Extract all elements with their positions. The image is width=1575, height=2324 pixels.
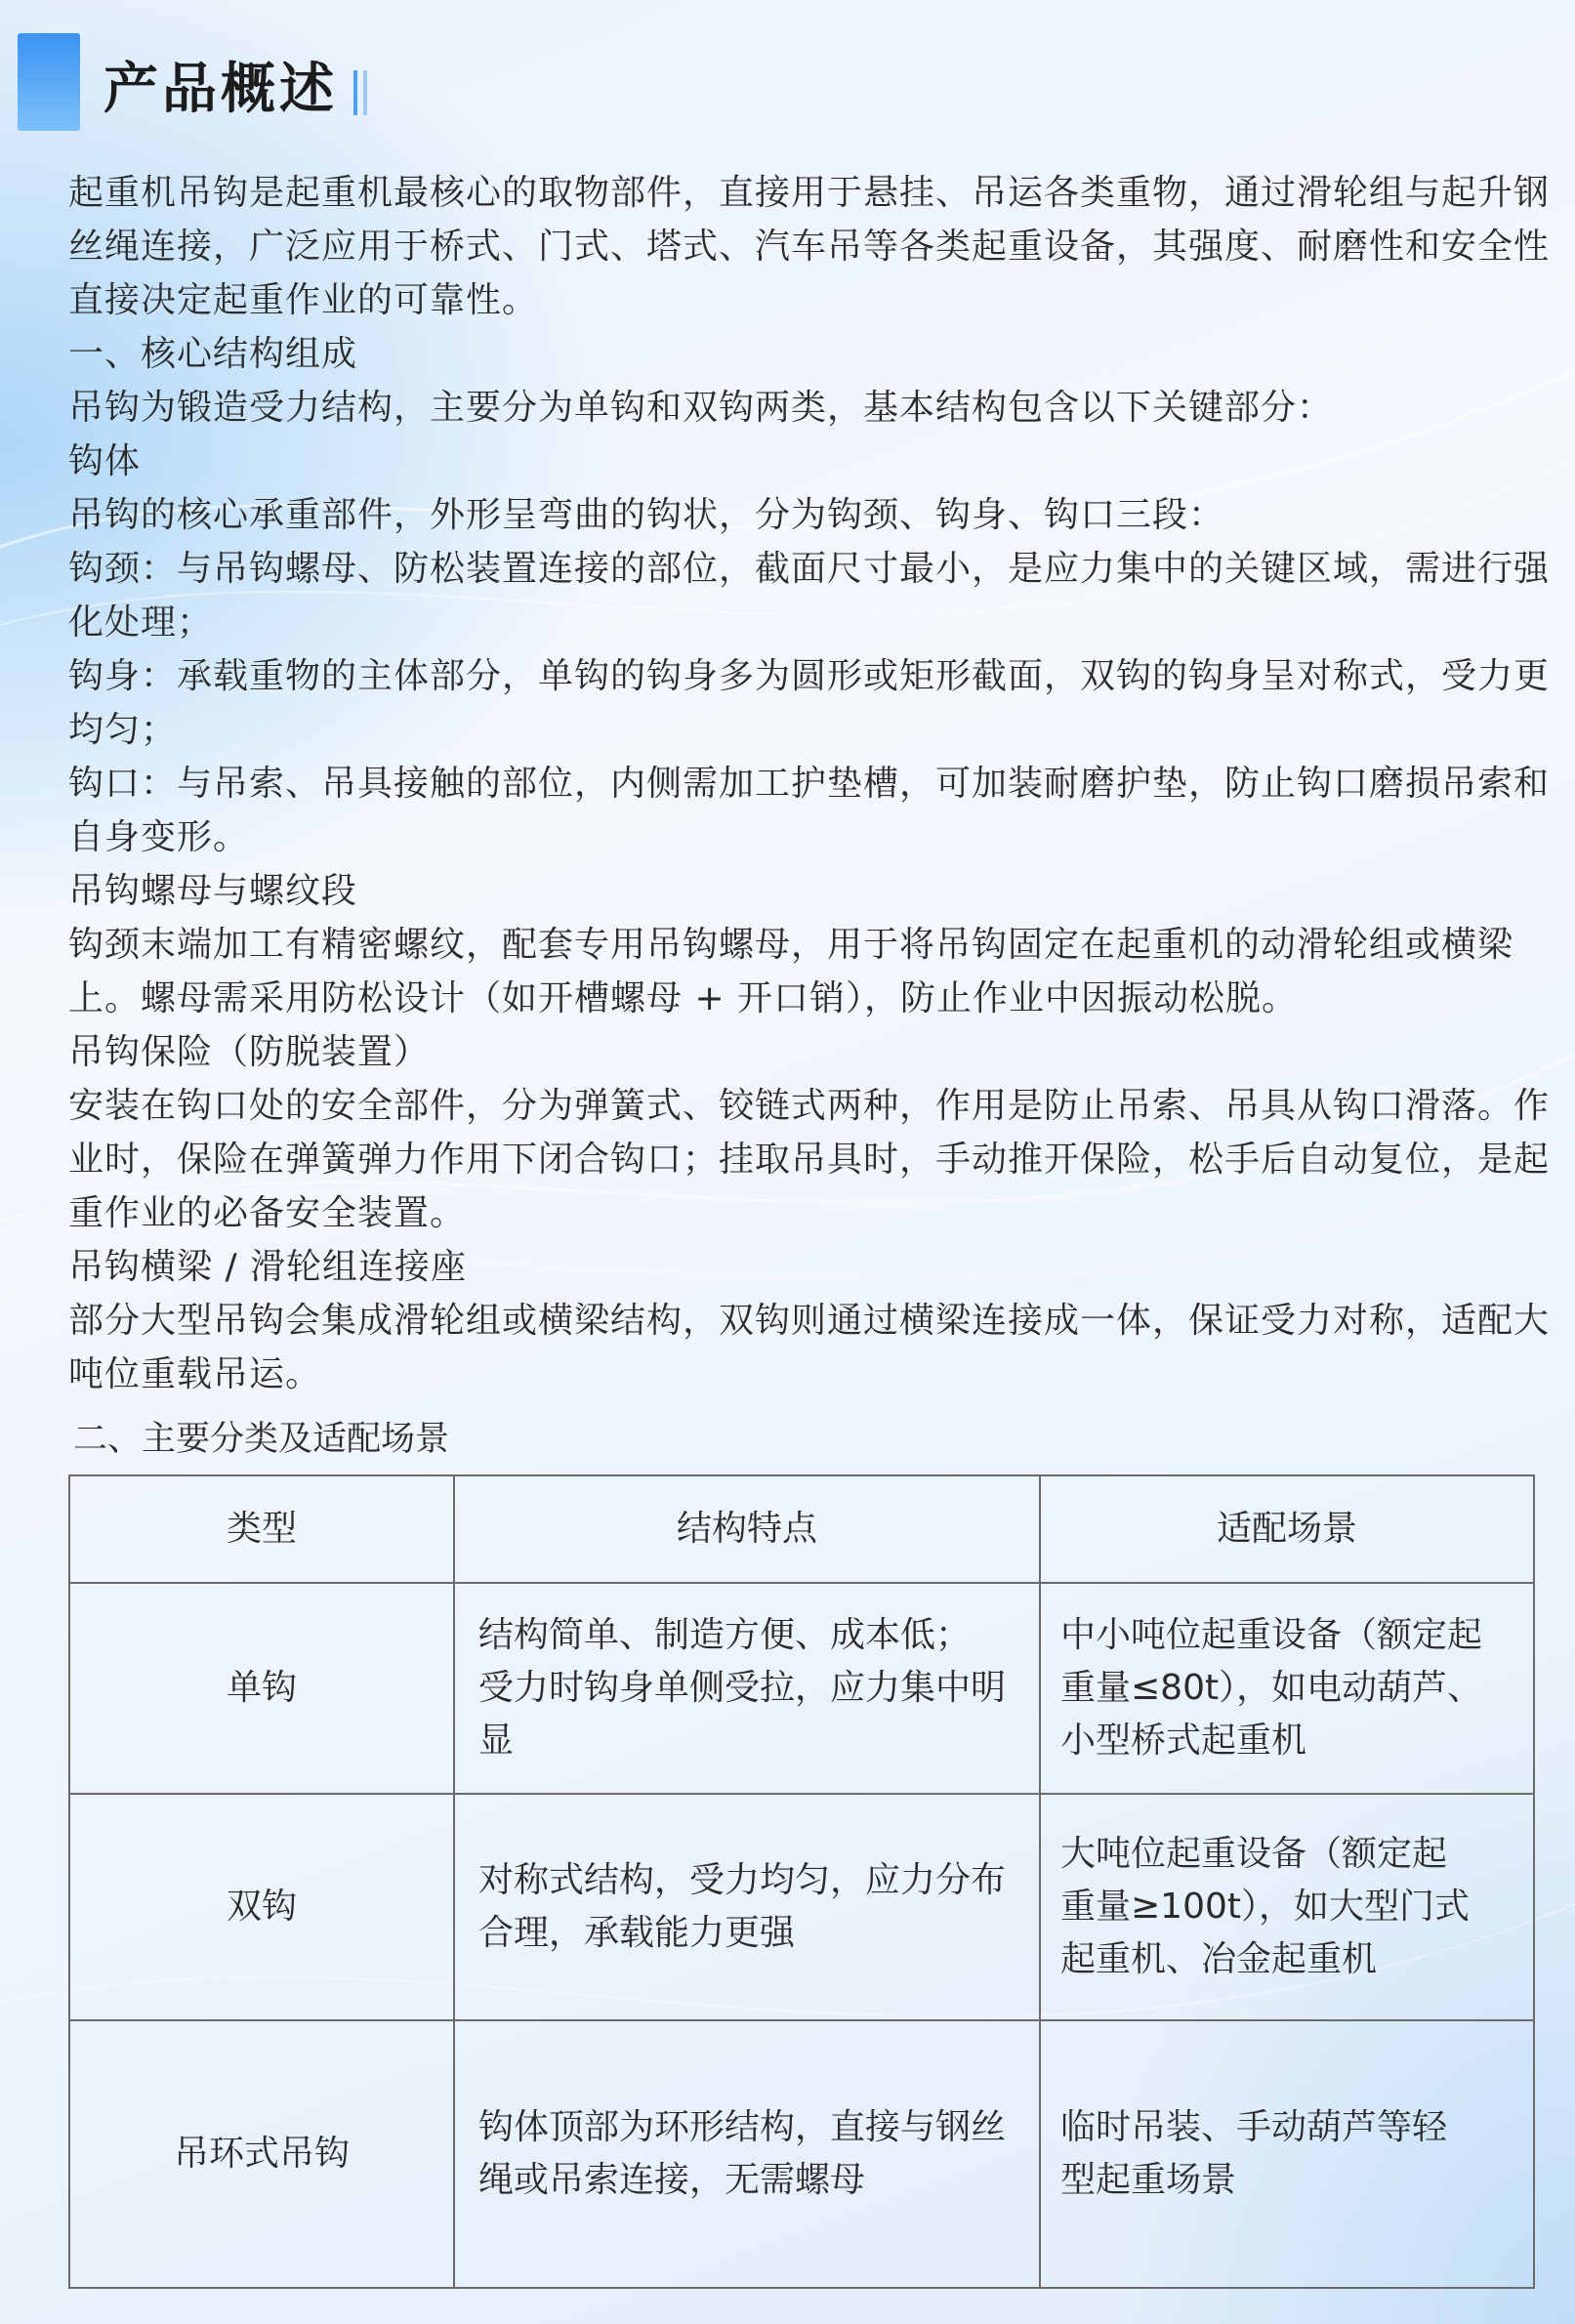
section-heading-structure: 一、核心结构组成: [68, 334, 358, 374]
table-row: [69, 1794, 1534, 2020]
feature-line: 对称式结构，受力均匀，应力分布: [478, 1860, 1007, 1900]
hook-shank-description: 钩身：承载重物的主体部分，单钩的钩身多为圆形或矩形截面，双钩的钩身呈对称式，受力更均匀；: [68, 656, 1551, 750]
classification-table: [68, 1474, 1535, 2289]
subheading-hook-nut: 吊钩螺母与螺纹段: [68, 871, 358, 911]
table-row: [69, 2020, 1534, 2288]
hook-neck-description: 钩颈：与吊钩螺母、防松装置连接的部位，截面尺寸最小，是应力集中的关键区域，需进行强化处理；: [68, 549, 1551, 643]
cell-type: 吊环式吊钩: [69, 2020, 454, 2288]
cell-type: 双钩: [69, 1794, 454, 2020]
section-heading-classification: 二、主要分类及适配场景: [73, 1420, 450, 1459]
cell-type: 单钩: [69, 1583, 454, 1794]
feature-line: 绳或吊索连接，无需螺母: [478, 2160, 866, 2200]
cell-scenes: [1040, 2020, 1534, 2288]
scene-line: 大吨位起重设备（额定起: [1060, 1834, 1448, 1874]
page-title: 产品概述: [104, 58, 338, 121]
hook-mouth-description: 钩口：与吊索、吊具接触的部位，内侧需加工护垫槽，可加装耐磨护垫，防止钩口磨损吊索和自身变形。: [68, 764, 1551, 857]
scene-line: 型起重场景: [1060, 2160, 1237, 2200]
structure-intro: 吊钩为锻造受力结构，主要分为单钩和双钩两类，基本结构包含以下关键部分：: [68, 388, 1334, 428]
subheading-hook-body: 钩体: [68, 441, 142, 481]
cell-scenes: [1040, 1583, 1534, 1794]
feature-line: 结构简单、制造方便、成本低；: [478, 1615, 972, 1655]
scene-line: 重量≥100t），如大型门式: [1060, 1887, 1470, 1927]
table-header-row: [69, 1475, 1534, 1583]
title-accent-bar: [18, 33, 80, 131]
crossbeam-description: 部分大型吊钩会集成滑轮组或横梁结构，双钩则通过横梁连接成一体，保证受力对称，适配大吨位重载吊运。: [68, 1301, 1551, 1394]
header-features: 结构特点: [454, 1475, 1040, 1583]
header-scenes: 适配场景: [1040, 1475, 1534, 1583]
feature-line: 受力时钩身单侧受拉，应力集中明显: [478, 1668, 1007, 1761]
hook-body-description: 吊钩的核心承重部件，外形呈弯曲的钩状，分为钩颈、钩身、钩口三段：: [68, 495, 1225, 535]
feature-line: 钩体顶部为环形结构，直接与钢丝: [478, 2107, 1007, 2147]
scene-line: 起重机、冶金起重机: [1060, 1939, 1378, 1979]
intro-paragraph: 起重机吊钩是起重机最核心的取物部件，直接用于悬挂、吊运各类重物，通过滑轮组与起升钢丝绳连接，广泛应用于桥式、门式、塔式、汽车吊等各类起重设备，其强度、耐磨性和安全性直接决定起重作业的可靠性。: [68, 173, 1551, 320]
hook-nut-description: 钩颈末端加工有精密螺纹，配套专用吊钩螺母，用于将吊钩固定在起重机的动滑轮组或横梁上。螺母需采用防松设计（如开槽螺母 + 开口销），防止作业中因振动松脱。: [68, 925, 1514, 1018]
cell-scenes: [1040, 1794, 1534, 2020]
subheading-safety-latch: 吊钩保险（防脱装置）: [68, 1032, 431, 1072]
safety-latch-description: 安装在钩口处的安全部件，分为弹簧式、铰链式两种，作用是防止吊索、吊具从钩口滑落。作业时，保险在弹簧弹力作用下闭合钩口；挂取吊具时，手动推开保险，松手后自动复位，是起重作业的必备安全装置。: [68, 1086, 1551, 1233]
scene-line: 重量≤80t），如电动葫芦、: [1060, 1668, 1483, 1708]
scene-line: 临时吊装、手动葫芦等轻: [1060, 2107, 1448, 2147]
table-row: [69, 1583, 1534, 1794]
header-type: 类型: [69, 1475, 454, 1583]
title-divider-mark: [353, 70, 367, 115]
cell-features: [454, 1794, 1040, 2020]
cell-features: [454, 2020, 1040, 2288]
feature-line: 合理，承载能力更强: [478, 1913, 796, 1953]
scene-line: 中小吨位起重设备（额定起: [1060, 1615, 1483, 1655]
overview-body: [68, 166, 1553, 1401]
subheading-crossbeam: 吊钩横梁 / 滑轮组连接座: [68, 1247, 468, 1287]
scene-line: 小型桥式起重机: [1060, 1721, 1307, 1761]
cell-features: [454, 1583, 1040, 1794]
